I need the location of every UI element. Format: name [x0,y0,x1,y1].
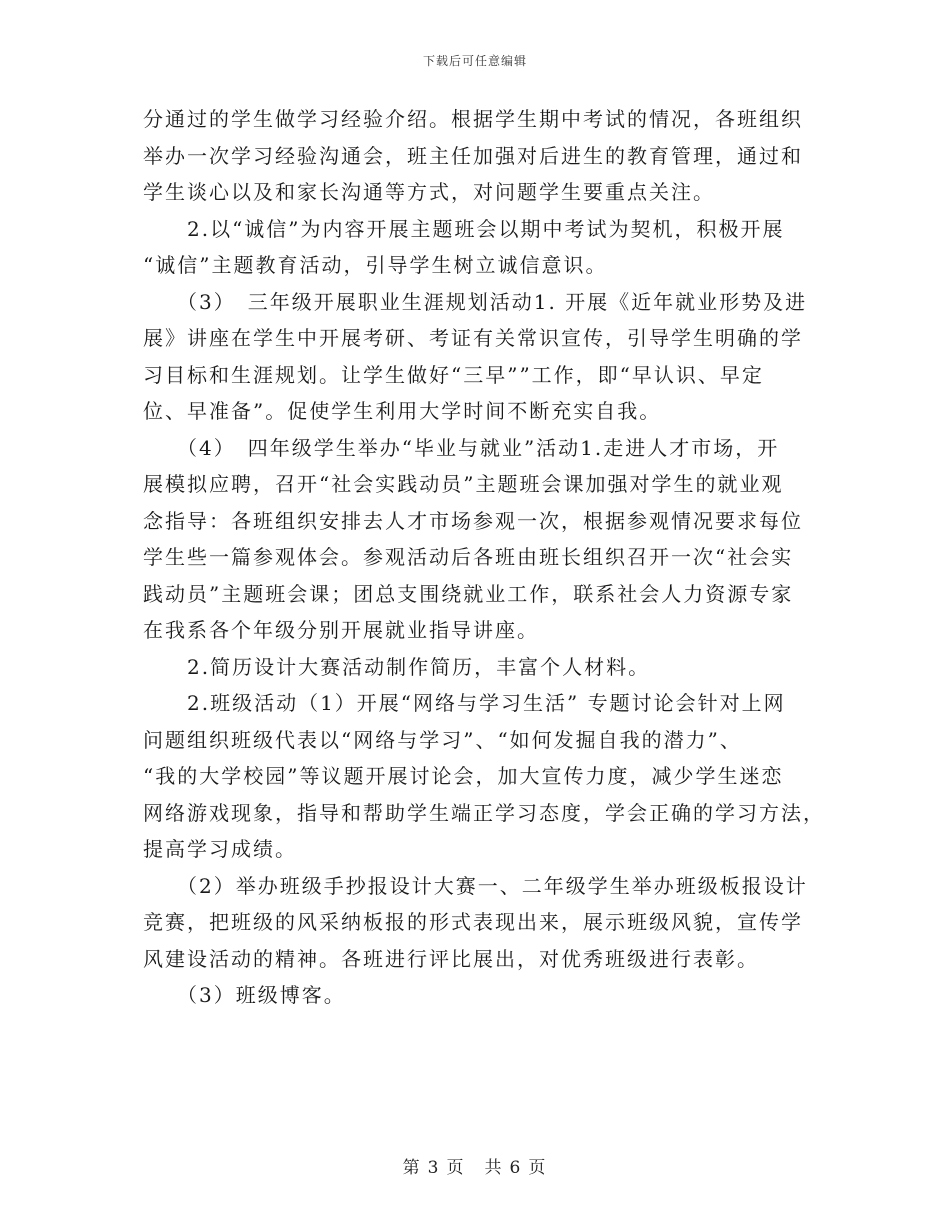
text-line: “诚信”主题教育活动，引导学生树立诚信意识。 [143,253,608,277]
text-line: “我的大学校园”等议题开展讨论会，加大宣传力度，减少学生迷恋 [143,764,784,788]
text-line: （3） 三年级开展职业生涯规划活动1. 开展《近年就业形势及进 [143,289,808,314]
text-line: 展模拟应聘，召开“社会实践动员”主题班会课加强对学生的就业观 [143,472,784,496]
footer-prefix: 第 [402,1158,422,1178]
text-line: 2.以“诚信”为内容开展主题班会以期中考试为契机，积极开展 [143,216,785,241]
text-line: 竞赛，把班级的风采纳板报的形式表现出来，展示班级风貌，宣传学 [143,910,803,934]
text-line: 分通过的学生做学习经验介绍。根据学生期中考试的情况，各班组织 [143,107,803,131]
text-line: （3）班级博客。 [143,983,346,1007]
text-line: 位、早准备”。促使学生利用大学时间不断充实自我。 [143,399,662,423]
text-line: 学生谈心以及和家长沟通等方式，对问题学生要重点关注。 [143,180,715,204]
footer-suffix: 页 [528,1158,548,1178]
page-total: 6 [509,1158,523,1178]
footer-middle: 页 共 [446,1158,504,1178]
text-line: 在我系各个年级分别开展就业指导讲座。 [143,618,539,642]
page-number: 3 [427,1158,441,1178]
text-line: 习目标和生涯规划。让学生做好“三早””工作，即“早认识、早定 [143,362,764,387]
text-line: 2.简历设计大赛活动制作简历，丰富个人材料。 [143,654,651,679]
text-line: 风建设活动的精神。各班进行评比展出，对优秀班级进行表彰。 [143,946,759,971]
page-footer [0,1153,950,1178]
page-header: 下载后可任意编辑 [422,54,527,68]
document-body [143,101,825,1014]
text-line: 问题组织班级代表以“网络与学习”、“如何发掘自我的潜力”、 [143,727,742,752]
text-line: 网络游戏现象，指导和帮助学生端正学习态度，学会正确的学习方法， [143,800,825,825]
text-line: 举办一次学习经验沟通会，班主任加强对后进生的教育管理，通过和 [143,143,803,168]
text-line: 2.班级活动（1）开展“网络与学习生活” 专题讨论会针对上网 [143,691,786,715]
text-line: 念指导：各班组织安排去人才市场参观一次，根据参观情况要求每位 [143,508,803,533]
text-line: 践动员”主题班会课；团总支围绕就业工作，联系社会人力资源专家 [143,581,794,606]
text-line: （2）举办班级手抄报设计大赛一、二年级学生举办班级板报设计 [143,873,808,898]
text-line: （4） 四年级学生举办“毕业与就业”活动1.走进人才市场，开 [143,435,780,460]
text-line: 展》讲座在学生中开展考研、考证有关常识宣传，引导学生明确的学 [143,326,803,350]
text-line: 学生些一篇参观体会。参观活动后各班由班长组织召开一次“社会实 [143,545,794,569]
text-line: 提高学习成绩。 [143,837,297,861]
